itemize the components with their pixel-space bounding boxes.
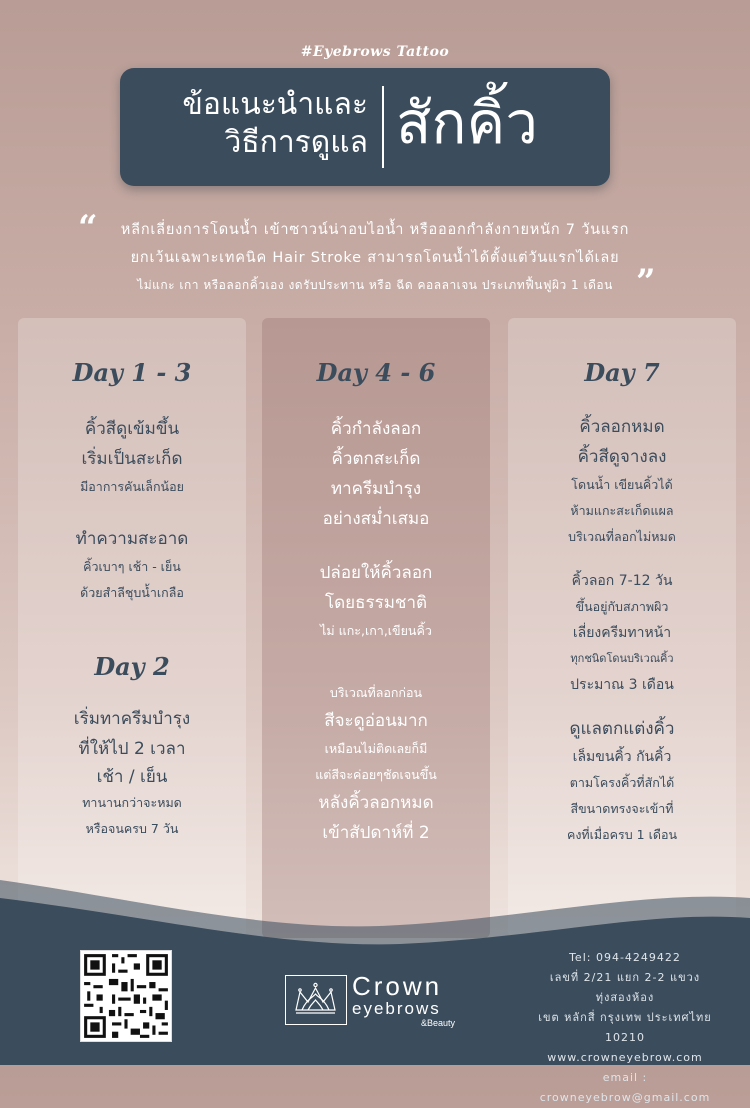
text-line: คิ้วสีดูเข้มขึ้น: [84, 419, 180, 439]
text-line: ทำความสะอาด: [75, 529, 189, 549]
day-heading: Day 2: [94, 652, 170, 681]
open-quote-icon: “: [78, 208, 98, 248]
column-day-1-3: [18, 318, 246, 938]
text-line: บริเวณที่ลอกไม่หมด: [568, 529, 676, 544]
text-line: เริ่มเป็นสะเก็ด: [81, 449, 183, 469]
text-line: สีขนาดทรงจะเข้าที่: [570, 801, 674, 816]
brand-subtitle: eyebrows: [352, 999, 441, 1018]
day-heading: Day 7: [584, 358, 660, 387]
text-line: หลังคิ้วลอกหมด: [318, 793, 434, 813]
title-main: สักคิ้ว: [396, 89, 538, 157]
text-line: ทุกชนิดโดนบริเวณคิ้ว: [570, 652, 674, 665]
title-divider: [382, 86, 384, 168]
day-7-section: [508, 358, 736, 387]
text-line: คิ้วตกสะเก็ด: [331, 449, 421, 469]
text-line: ทานานกว่าจะหมด: [82, 795, 182, 810]
day-4-6-section: [262, 358, 490, 387]
text-line: คิ้วลอก 7-12 วัน: [571, 573, 673, 589]
day-4-6-care: [262, 558, 490, 644]
text-line: มีอาการคันเล็กน้อย: [80, 479, 184, 494]
brand-name: Crown: [352, 971, 443, 1001]
day-1-3-section: [18, 358, 246, 387]
address-line-1: เลขที่ 2/21 แยก 2-2 แขวง ทุ่งสองห้อง: [549, 971, 701, 1004]
hashtag: #Eyebrows Tattoo: [300, 44, 450, 60]
text-line: เข้าสัปดาห์ที่ 2: [322, 823, 430, 843]
day-4-6-note: [262, 680, 490, 848]
column-day-4-6: [262, 318, 490, 938]
title-subheading: [138, 86, 368, 162]
text-line: หรือจนครบ 7 วัน: [85, 821, 179, 836]
text-line: เช้า / เย็น: [96, 767, 168, 787]
day-heading: Day 4 - 6: [316, 358, 436, 387]
day-1-3-care: [18, 524, 246, 606]
day-7-grooming: [508, 714, 736, 848]
text-line: สีจะดูอ่อนมาก: [324, 711, 428, 731]
qr-code-image: [81, 951, 171, 1041]
text-line: เลี่ยงครีมทาหน้า: [572, 625, 672, 641]
text-line: อย่างสม่ำเสมอ: [322, 509, 430, 529]
text-line: คิ้วสีดูจางลง: [577, 447, 667, 467]
text-line: คงที่เมื่อครบ 1 เดือน: [566, 827, 678, 842]
day-1-3-symptoms: [18, 414, 246, 500]
day-7-care: [508, 568, 736, 698]
text-line: เหมือนไม่ติดเลยก็มี: [324, 741, 428, 756]
contact-info: [520, 948, 730, 1108]
title-banner: [120, 68, 610, 186]
text-line: เริ่มทาครีมบำรุง: [73, 709, 191, 729]
intro-line-2: ยกเว้นเฉพาะเทคนิค Hair Stroke สามารถโดนน้ำได้ตั้งแต่วันแรกได้เลย: [130, 250, 620, 266]
text-line: คิ้วกำลังลอก: [330, 419, 422, 439]
text-line: ขึ้นอยู่กับสภาพผิว: [575, 599, 669, 614]
text-line: ตามโครงคิ้วที่สักได้: [569, 775, 675, 790]
crown-icon: [286, 976, 345, 1023]
title-line-1: ข้อแนะนำและ: [182, 87, 368, 122]
text-line: โดยธรรมชาติ: [324, 593, 428, 613]
text-line: ห้ามแกะสะเก็ดแผล: [570, 503, 674, 518]
column-day-7: [508, 318, 736, 938]
intro-line-1: หลีกเลี่ยงการโดนน้ำ เข้าซาวน์น่าอบไอน้ำ หรือออกกำลังกายหนัก 7 วันแรก: [120, 222, 630, 238]
text-line: ด้วยสำลีชุบน้ำเกลือ: [80, 585, 184, 600]
text-line: โดนน้ำ เขียนคิ้วได้: [571, 477, 673, 492]
text-line: คิ้วเบาๆ เช้า - เย็น: [83, 559, 181, 574]
day-2-section: [18, 652, 246, 681]
intro-quote: [70, 216, 680, 298]
address-line-2: เขต หลักสี่ กรุงเทพ ประเทศไทย 10210: [538, 1011, 712, 1044]
text-line: คิ้วลอกหมด: [579, 417, 665, 437]
text-line: เล็มขนคิ้ว กันคิ้ว: [572, 749, 672, 765]
title-line-2: วิธีการดูแล: [224, 125, 368, 160]
intro-line-3: ไม่แกะ เกา หรือลอกคิ้วเอง งดรับประทาน หรือ ฉีด คอลลาเจน ประเภทฟื้นฟูผิว 1 เดือน: [137, 278, 613, 292]
crown-logo: [285, 975, 347, 1025]
text-line: ทาครีมบำรุง: [330, 479, 422, 499]
phone-number[interactable]: Tel: 094-4249422: [569, 951, 681, 964]
email-link[interactable]: email : crowneyebrow@gmail.com: [539, 1071, 711, 1104]
day-4-6-symptoms: [262, 414, 490, 534]
text-line: ไม่ แกะ,เกา,เขียนคิ้ว: [320, 623, 432, 638]
day-2-care: [18, 704, 246, 842]
text-line: ประมาณ 3 เดือน: [570, 677, 674, 693]
text-line: ดูแลตกแต่งคิ้ว: [569, 719, 675, 739]
qr-code[interactable]: [80, 950, 172, 1042]
text-line: ปล่อยให้คิ้วลอก: [319, 563, 433, 583]
close-quote-icon: ”: [636, 262, 656, 302]
text-line: บริเวณที่ลอกก่อน: [329, 685, 423, 700]
text-line: แต่สีจะค่อยๆชัดเจนขึ้น: [315, 767, 437, 782]
day-7-symptoms: [508, 412, 736, 550]
website-link[interactable]: www.crowneyebrow.com: [547, 1051, 703, 1064]
text-line: ที่ให้ไป 2 เวลา: [78, 739, 186, 759]
day-heading: Day 1 - 3: [72, 358, 192, 387]
brand-tagline: &Beauty: [421, 1018, 456, 1028]
